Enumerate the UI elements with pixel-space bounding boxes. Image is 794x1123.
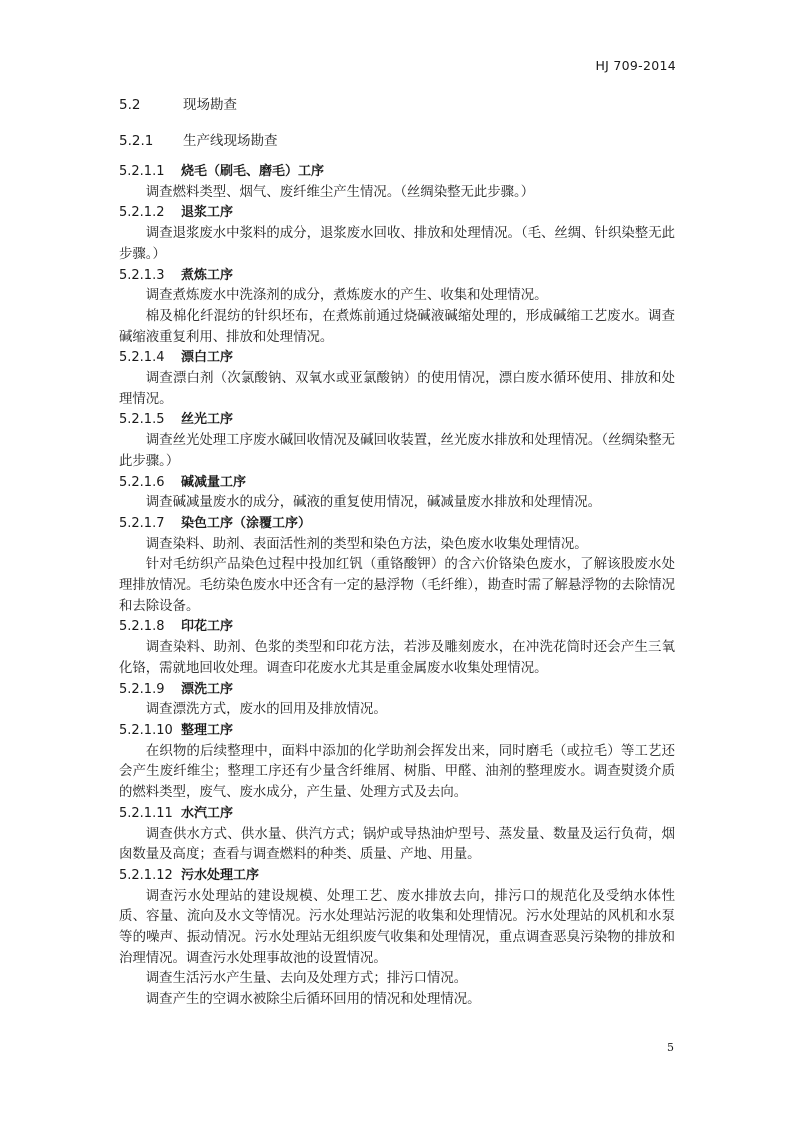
item-heading <box>119 266 675 287</box>
item-title: 烧毛（刷毛、磨毛）工序 <box>181 164 325 179</box>
item-heading <box>119 348 675 369</box>
item-number: 5.2.1.4 <box>119 350 165 366</box>
item-paragraph: 调查碱减量废水的成分，碱液的重复使用情况，碱减量废水排放和处理情况。 <box>145 495 602 511</box>
page-content <box>119 92 675 1011</box>
section-heading <box>119 92 675 118</box>
page-number: 5 <box>667 1041 674 1054</box>
item-title: 煮炼工序 <box>181 267 234 283</box>
item-paragraph: 棉及棉化纤混纺的针织坯布，在煮炼前通过烧碱液碱缩处理的，形成碱缩工艺废水。调查碱缩液重复利用、排放和处理情况。 <box>119 308 675 345</box>
item-paragraph: 调查产生的空调水被除尘后循环回用的情况和处理情况。 <box>145 992 481 1008</box>
item-list <box>119 162 675 1011</box>
item-paragraph: 调查漂洗方式，废水的回用及排放情况。 <box>145 702 387 718</box>
item-number: 5.2.1.1 <box>119 164 165 179</box>
item-paragraph: 调查燃料类型、烟气、废纤维尘产生情况。（丝绸染整无此步骤。） <box>145 184 535 200</box>
item-title: 漂洗工序 <box>181 681 234 697</box>
item-title: 水汽工序 <box>181 805 234 821</box>
item-heading <box>119 680 675 701</box>
item-number: 5.2.1.7 <box>119 515 165 531</box>
item-number: 5.2.1.6 <box>119 474 165 490</box>
section-number: 5.2 <box>119 97 141 113</box>
item-heading <box>119 514 675 535</box>
item-heading <box>119 162 675 183</box>
item-number: 5.2.1.2 <box>119 205 165 221</box>
item-heading <box>119 203 675 224</box>
item-paragraph: 调查漂白剂（次氯酸钠、双氧水或亚氯酸钠）的使用情况，漂白废水循环使用、排放和处理情况。 <box>119 371 675 407</box>
item-number: 5.2.1.9 <box>119 681 165 697</box>
item-title: 退浆工序 <box>181 205 234 221</box>
subsection-number: 5.2.1 <box>119 133 154 149</box>
item-paragraph: 调查染料、助剂、表面活性剂的类型和染色方法，染色废水收集处理情况。 <box>145 536 588 552</box>
item-paragraph: 针对毛纺织产品染色过程中投加红钒（重铬酸钾）的含六价铬染色废水，了解该股废水处理排放情况。毛纺染色废水中还含有一定的悬浮物（毛纤维），勘查时需了解悬浮物的去除情况和去除设备。 <box>119 557 675 614</box>
item-paragraph: 调查供水方式、供水量、供汽方式；锅炉或导热油炉型号、蒸发量、数量及运行负荷，烟囱数量及高度；查看与调查燃料的种类、质量、产地、用量。 <box>119 826 675 863</box>
item-heading <box>119 804 675 825</box>
item-paragraph: 调查染料、助剂、色浆的类型和印花方法，若涉及雕刻废水，在冲洗花筒时还会产生三氧化铬，需就地回收处理。调查印花废水尤其是重金属废水收集处理情况。 <box>119 640 675 676</box>
item-title: 染色工序（涂覆工序） <box>181 515 312 531</box>
item-number: 5.2.1.11 <box>119 805 173 821</box>
item-paragraph: 调查污水处理站的建设规模、处理工艺、废水排放去向，排污口的规范化及受纳水体性质、容量、流向及水文等情况。污水处理站污泥的收集和处理情况。污水处理站的风机和水泵等的噪声、振动情况。污水处理站无组织废气收集和处理情况，重点调查恶臭污染物的排放和治理情况。调查污水处理事故池的设置情况。 <box>119 888 675 966</box>
item-number: 5.2.1.3 <box>119 267 165 283</box>
item-heading <box>119 617 675 638</box>
document-code: HJ 709-2014 <box>595 58 676 73</box>
item-title: 漂白工序 <box>181 350 234 366</box>
item-title: 污水处理工序 <box>181 867 260 883</box>
subsection-heading <box>119 128 675 154</box>
item-heading <box>119 866 675 887</box>
item-title: 整理工序 <box>181 722 234 738</box>
item-paragraph: 调查生活污水产生量、去向及处理方式；排污口情况。 <box>145 971 468 987</box>
item-title: 丝光工序 <box>181 412 234 428</box>
item-number: 5.2.1.5 <box>119 412 165 428</box>
subsection-title: 生产线现场勘查 <box>183 133 278 149</box>
item-paragraph: 在织物的后续整理中，面料中添加的化学助剂会挥发出来，同时磨毛（或拉毛）等工艺还会产生废纤维尘；整理工序还有少量含纤维屑、树脂、甲醛、油剂的整理废水。调查熨烫介质的燃料类型，废气、废水成分，产生量、处理方式及去向。 <box>119 743 675 801</box>
item-number: 5.2.1.10 <box>119 722 173 738</box>
item-number: 5.2.1.8 <box>119 619 165 635</box>
item-heading <box>119 473 675 494</box>
item-title: 碱减量工序 <box>181 474 247 490</box>
item-title: 印花工序 <box>181 619 234 635</box>
item-paragraph: 调查丝光处理工序废水碱回收情况及碱回收装置，丝光废水排放和处理情况。（丝绸染整无此步骤。） <box>119 433 675 469</box>
item-heading <box>119 410 675 431</box>
item-heading <box>119 721 675 742</box>
item-paragraph: 调查煮炼废水中洗涤剂的成分，煮炼废水的产生、收集和处理情况。 <box>145 288 548 304</box>
item-number: 5.2.1.12 <box>119 867 173 883</box>
item-paragraph: 调查退浆废水中浆料的成分，退浆废水回收、排放和处理情况。（毛、丝绸、针织染整无此步骤。） <box>119 226 675 262</box>
section-title: 现场勘查 <box>183 97 237 113</box>
